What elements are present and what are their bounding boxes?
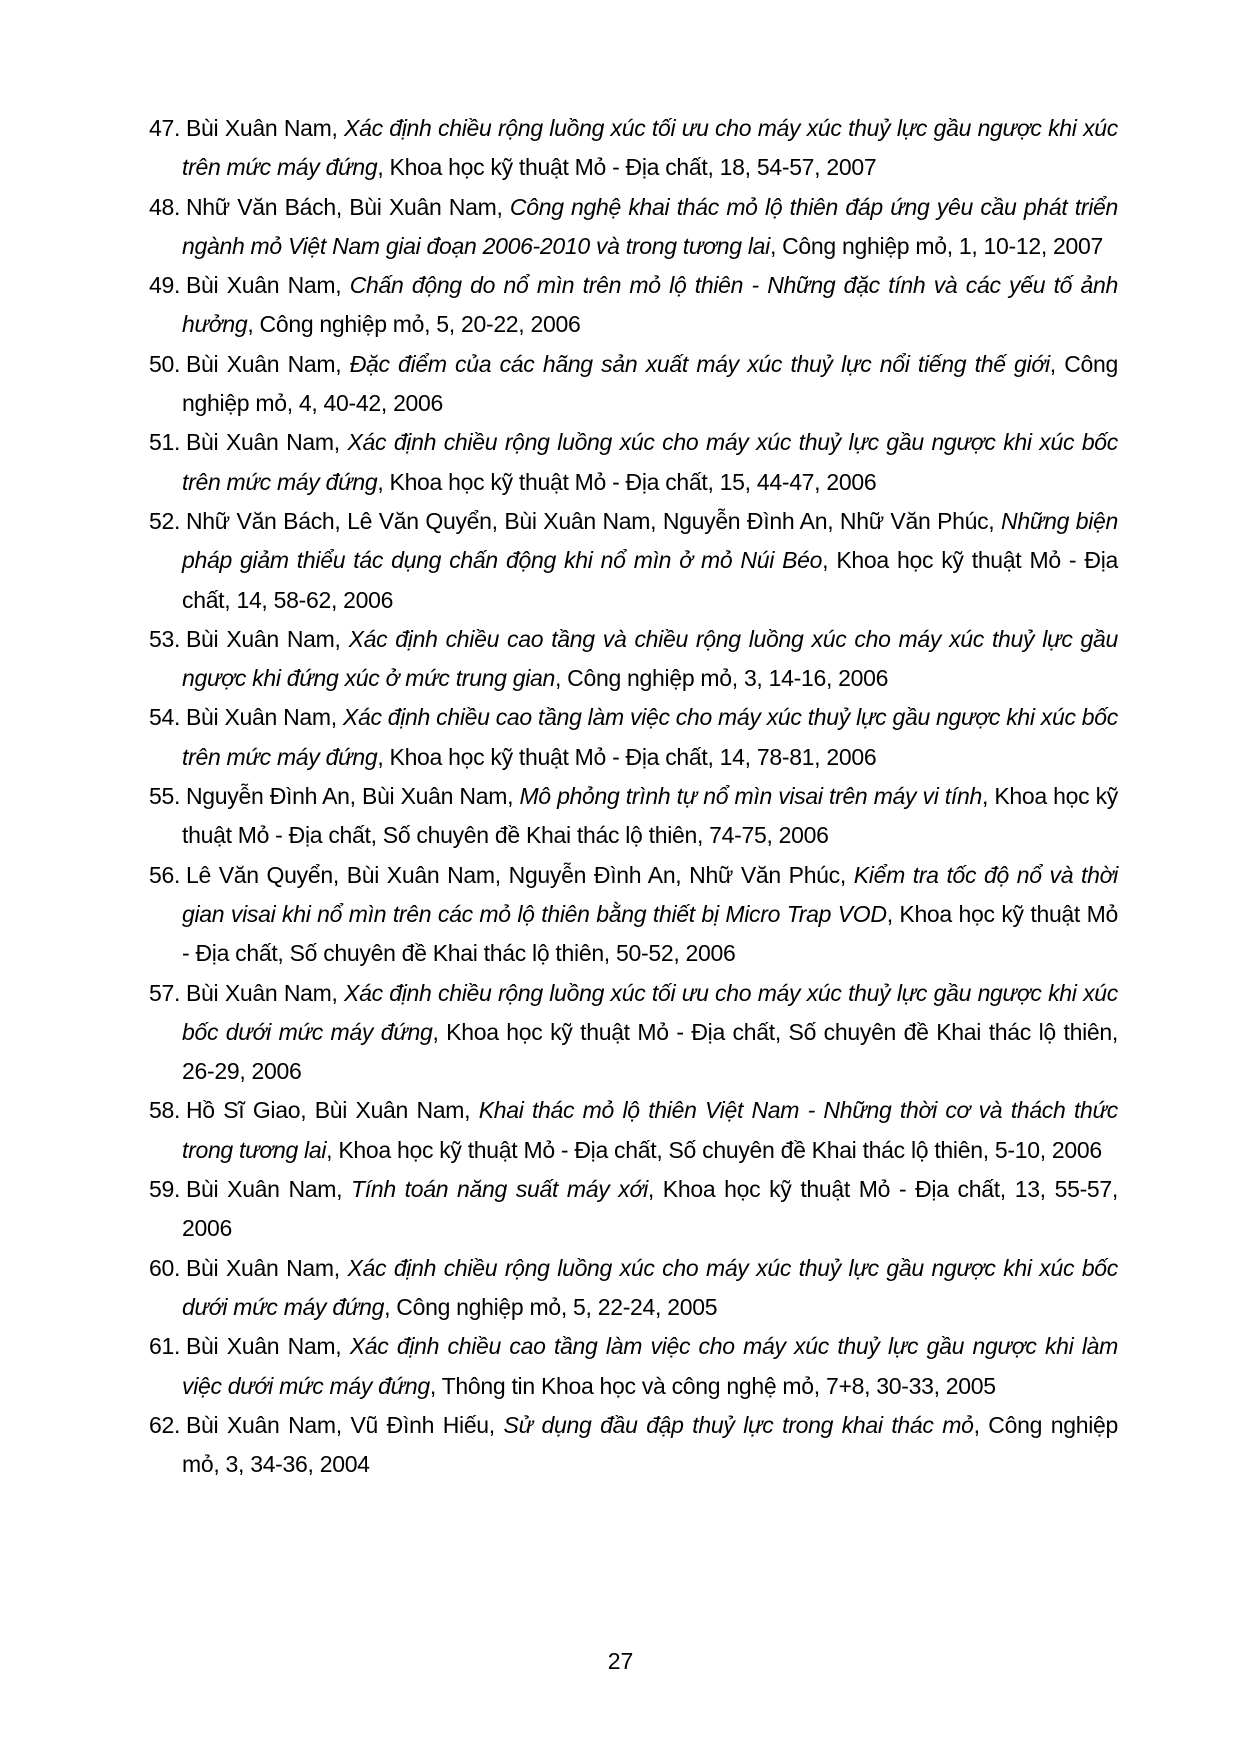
reference-item [149, 620, 1118, 699]
reference-title: Chấn động do nổ mìn trên mỏ lộ thiên - Những đặc tính và các yếu tố ảnh hưởng [182, 272, 1118, 338]
reference-citation: , Khoa học kỹ thuật Mỏ - Địa chất, Số chuyên đề Khai thác lộ thiên, 50-52, 2006 [182, 900, 1118, 967]
reference-item [149, 698, 1118, 777]
reference-number: 50. [149, 350, 181, 377]
reference-number: 62. [149, 1411, 181, 1438]
reference-authors: Bùi Xuân Nam, [186, 1333, 350, 1360]
reference-item [149, 266, 1118, 345]
reference-citation: , Khoa học kỹ thuật Mỏ - Địa chất, Số chuyên đề Khai thác lộ thiên, 5-10, 2006 [326, 1136, 1102, 1163]
reference-number: 58. [149, 1097, 181, 1124]
reference-title: Xác định chiều cao tầng và chiều rộng luồng xúc cho máy xúc thuỷ lực gầu ngược khi đứng xúc ở mức trung gian [182, 625, 1118, 692]
reference-citation: , Công nghiệp mỏ, 5, 20-22, 2006 [247, 311, 581, 338]
reference-citation: , Công nghiệp mỏ, 4, 40-42, 2006 [182, 350, 1118, 417]
reference-citation: , Khoa học kỹ thuật Mỏ - Địa chất, 13, 55-57, 2006 [182, 1176, 1118, 1242]
reference-title: Sử dụng đầu đập thuỷ lực trong khai thác mỏ [503, 1411, 974, 1438]
reference-authors: Nguyễn Đình An, Bùi Xuân Nam, [186, 783, 520, 810]
reference-citation: , Khoa học kỹ thuật Mỏ - Địa chất, Số chuyên đề Khai thác lộ thiên, 26-29, 2006 [182, 1018, 1118, 1085]
reference-citation: , Công nghiệp mỏ, 3, 34-36, 2004 [182, 1411, 1118, 1478]
reference-number: 55. [149, 783, 181, 810]
reference-number: 61. [149, 1333, 181, 1360]
page-number: 27 [607, 1648, 634, 1674]
reference-item [149, 777, 1118, 856]
reference-title: Kiểm tra tốc độ nổ và thời gian visai khi nổ mìn trên các mỏ lộ thiên bằng thiết bị Micro Trap VOD [182, 861, 1118, 927]
reference-citation: , Công nghiệp mỏ, 5, 22-24, 2005 [384, 1293, 718, 1320]
reference-number: 60. [149, 1254, 181, 1281]
reference-number: 57. [149, 979, 181, 1006]
reference-authors: Bùi Xuân Nam, [186, 429, 348, 456]
reference-authors: Bùi Xuân Nam, [186, 1176, 352, 1203]
reference-number: 56. [149, 861, 181, 888]
reference-authors: Bùi Xuân Nam, [186, 350, 350, 377]
reference-item [149, 1091, 1118, 1170]
reference-title: Những biện pháp giảm thiểu tác dụng chấn động khi nổ mìn ở mỏ Núi Béo [182, 507, 1119, 574]
reference-title: Công nghệ khai thác mỏ lộ thiên đáp ứng yêu cầu phát triển ngành mỏ Việt Nam giai đoạn 2006-2010 và trong tương lai [182, 193, 1118, 259]
reference-number: 53. [149, 625, 181, 652]
reference-citation: , Khoa học kỹ thuật Mỏ - Địa chất, 18, 54-57, 2007 [377, 154, 877, 181]
reference-title: Tính toán năng suất máy xới [351, 1176, 648, 1203]
reference-title: Xác định chiều cao tầng làm việc cho máy xúc thuỷ lực gầu ngược khi làm việc dưới mức máy đứng [182, 1333, 1118, 1399]
reference-authors: Bùi Xuân Nam, Vũ Đình Hiếu, [186, 1411, 504, 1438]
reference-number: 49. [149, 272, 181, 299]
reference-authors: Bùi Xuân Nam, [186, 704, 343, 731]
reference-number: 54. [149, 704, 181, 731]
reference-authors: Bùi Xuân Nam, [186, 1254, 348, 1281]
reference-citation: , Khoa học kỹ thuật Mỏ - Địa chất, 14, 78-81, 2006 [377, 743, 877, 770]
reference-citation: , Khoa học kỹ thuật Mỏ - Địa chất, Số chuyên đề Khai thác lộ thiên, 74-75, 2006 [182, 783, 1118, 849]
reference-item [149, 109, 1118, 188]
reference-citation: , Khoa học kỹ thuật Mỏ - Địa chất, 14, 58-62, 2006 [182, 547, 1118, 613]
reference-citation: , Công nghiệp mỏ, 1, 10-12, 2007 [769, 232, 1104, 259]
reference-number: 59. [149, 1176, 181, 1203]
reference-citation: , Thông tin Khoa học và công nghệ mỏ, 7+8, 30-33, 2005 [429, 1372, 996, 1399]
reference-title: Khai thác mỏ lộ thiên Việt Nam - Những thời cơ và thách thức trong tương lai [182, 1097, 1119, 1163]
reference-citation: , Công nghiệp mỏ, 3, 14-16, 2006 [555, 665, 889, 692]
reference-authors: Hồ Sĩ Giao, Bùi Xuân Nam, [186, 1097, 479, 1124]
reference-authors: Lê Văn Quyển, Bùi Xuân Nam, Nguyễn Đình An, Nhữ Văn Phúc, [186, 861, 854, 888]
reference-item [149, 345, 1118, 424]
reference-item [149, 502, 1118, 620]
reference-item [149, 1406, 1118, 1485]
reference-authors: Bùi Xuân Nam, [186, 272, 350, 299]
reference-item [149, 1327, 1118, 1406]
reference-title: Xác định chiều rộng luồng xúc tối ưu cho máy xúc thuỷ lực gầu ngược khi xúc trên mức máy đứng [182, 115, 1118, 181]
reference-title: Xác định chiều rộng luồng xúc tối ưu cho máy xúc thuỷ lực gầu ngược khi xúc bốc dưới mức máy đứng [182, 979, 1118, 1045]
reference-number: 48. [149, 193, 181, 220]
reference-number: 47. [149, 115, 181, 141]
reference-title: Xác định chiều rộng luồng xúc cho máy xúc thuỷ lực gầu ngược khi xúc bốc trên mức máy đứng [182, 429, 1119, 495]
reference-authors: Nhữ Văn Bách, Lê Văn Quyển, Bùi Xuân Nam, Nguyễn Đình An, Nhữ Văn Phúc, [186, 507, 1002, 534]
reference-title: Xác định chiều cao tầng làm việc cho máy xúc thuỷ lực gầu ngược khi xúc bốc trên mức máy đứng [182, 704, 1118, 770]
reference-authors: Bùi Xuân Nam, [186, 979, 345, 1006]
reference-item [149, 188, 1118, 267]
reference-list [149, 109, 1118, 1484]
reference-authors: Nhữ Văn Bách, Bùi Xuân Nam, [186, 193, 510, 220]
reference-citation: , Khoa học kỹ thuật Mỏ - Địa chất, 15, 44-47, 2006 [377, 468, 877, 495]
reference-number: 52. [149, 507, 181, 534]
reference-title: Đặc điểm của các hãng sản xuất máy xúc thuỷ lực nổi tiếng thế giới [349, 350, 1050, 377]
reference-item [149, 1170, 1118, 1249]
reference-item [149, 1249, 1118, 1328]
reference-authors: Bùi Xuân Nam, [186, 625, 349, 652]
reference-title: Xác định chiều rộng luồng xúc cho máy xúc thuỷ lực gầu ngược khi xúc bốc dưới mức máy đứng [182, 1254, 1119, 1320]
reference-item [149, 423, 1118, 502]
reference-authors: Bùi Xuân Nam, [186, 115, 345, 141]
reference-item [149, 974, 1118, 1092]
reference-item [149, 856, 1118, 974]
reference-number: 51. [149, 429, 181, 456]
reference-title: Mô phỏng trình tự nổ mìn visai trên máy vi tính [519, 783, 982, 810]
